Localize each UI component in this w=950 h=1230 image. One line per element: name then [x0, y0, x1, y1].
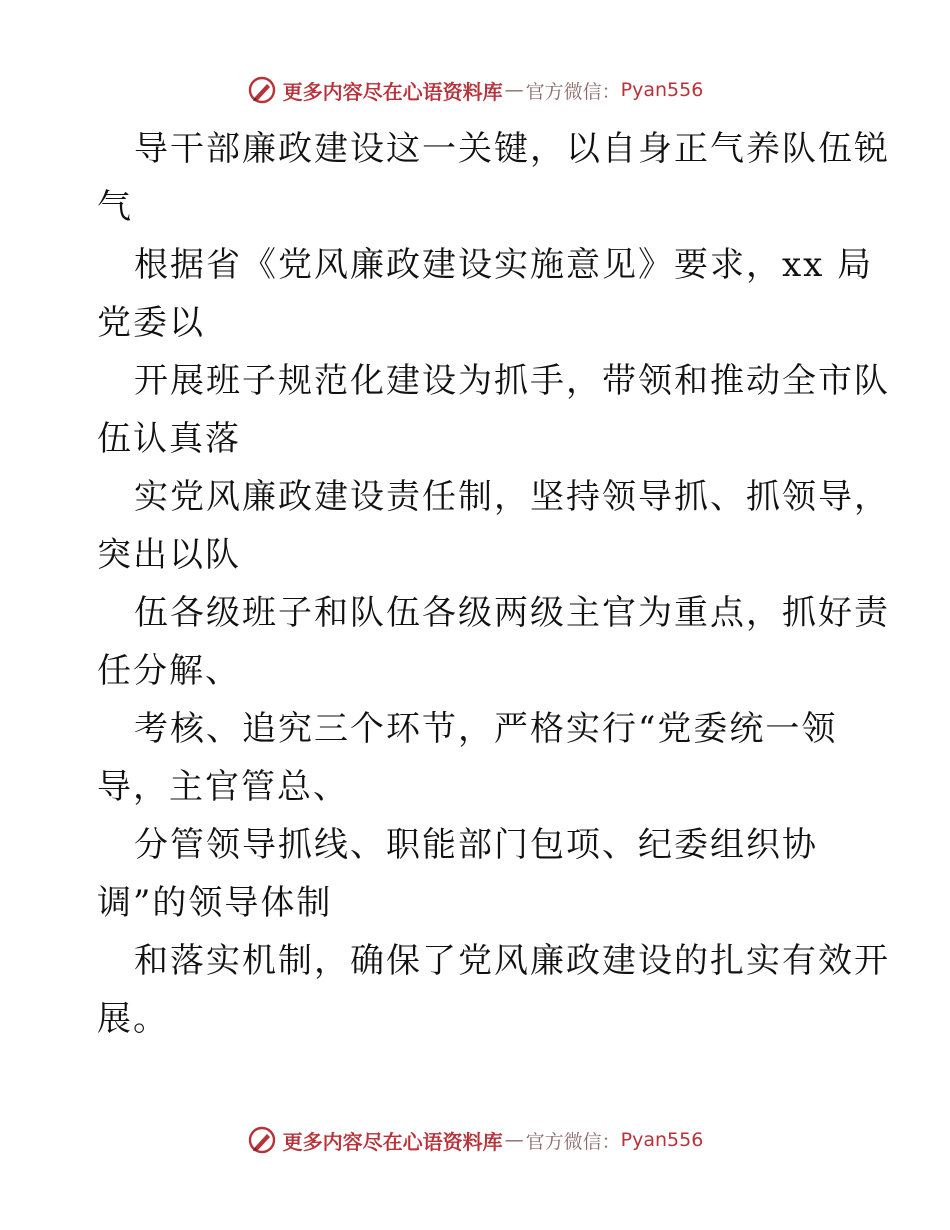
pen-logo-icon [247, 1125, 277, 1155]
banner-main-text: 更多内容尽在心语资料库 [282, 79, 503, 104]
banner-dash: — [504, 1129, 524, 1151]
paragraph-continuation-line: 突出以队 [97, 535, 241, 575]
paragraph [97, 120, 890, 236]
paragraph-first-line: 实党风廉政建设责任制，坚持领导抓、抓领导， [134, 477, 890, 517]
paragraph-continuation-line: 气 [97, 187, 133, 227]
paragraph-first-line: 导干部廉政建设这一关键，以自身正气养队伍锐 [134, 129, 890, 169]
footer-banner [0, 1120, 950, 1160]
banner-suffix-text: 官方微信： [525, 1130, 621, 1153]
banner-suffix-text: 官方微信： [525, 80, 621, 103]
paragraph [97, 700, 857, 816]
paragraph-first-line: 考核、追究三个环节，严格实行“党委统一领 [134, 709, 838, 749]
paragraph [97, 816, 857, 932]
paragraph [97, 236, 874, 352]
paragraph-first-line: 开展班子规范化建设为抓手，带领和推动全市队 [134, 361, 890, 401]
document-body [97, 120, 890, 1048]
banner-main-text: 更多内容尽在心语资料库 [282, 1129, 503, 1154]
paragraph-continuation-line: 导，主官管总、 [97, 767, 349, 807]
paragraph-continuation-line: 展。 [97, 999, 169, 1039]
paragraph-first-line: 伍各级班子和队伍各级两级主官为重点，抓好责 [134, 593, 890, 633]
paragraph [97, 352, 890, 468]
paragraph-first-line: 和落实机制，确保了党风廉政建设的扎实有效开 [134, 941, 890, 981]
banner-wechat-id: Pyan556 [620, 79, 704, 101]
paragraph-first-line: 分管领导抓线、职能部门包项、纪委组织协 [134, 825, 818, 865]
paragraph [97, 932, 890, 1048]
header-banner [0, 70, 950, 110]
paragraph-continuation-line: 任分解、 [97, 651, 241, 691]
paragraph-continuation-line: 伍认真落 [97, 419, 241, 459]
paragraph-first-line: 根据省《党风廉政建设实施意见》要求，xx 局 [134, 245, 874, 285]
banner-wechat-id: Pyan556 [620, 1129, 704, 1151]
pen-logo-icon [247, 75, 277, 105]
paragraph [97, 468, 890, 584]
paragraph [97, 584, 890, 700]
paragraph-continuation-line: 调”的领导体制 [97, 883, 333, 923]
banner-dash: — [504, 79, 524, 101]
paragraph-continuation-line: 党委以 [97, 303, 205, 343]
